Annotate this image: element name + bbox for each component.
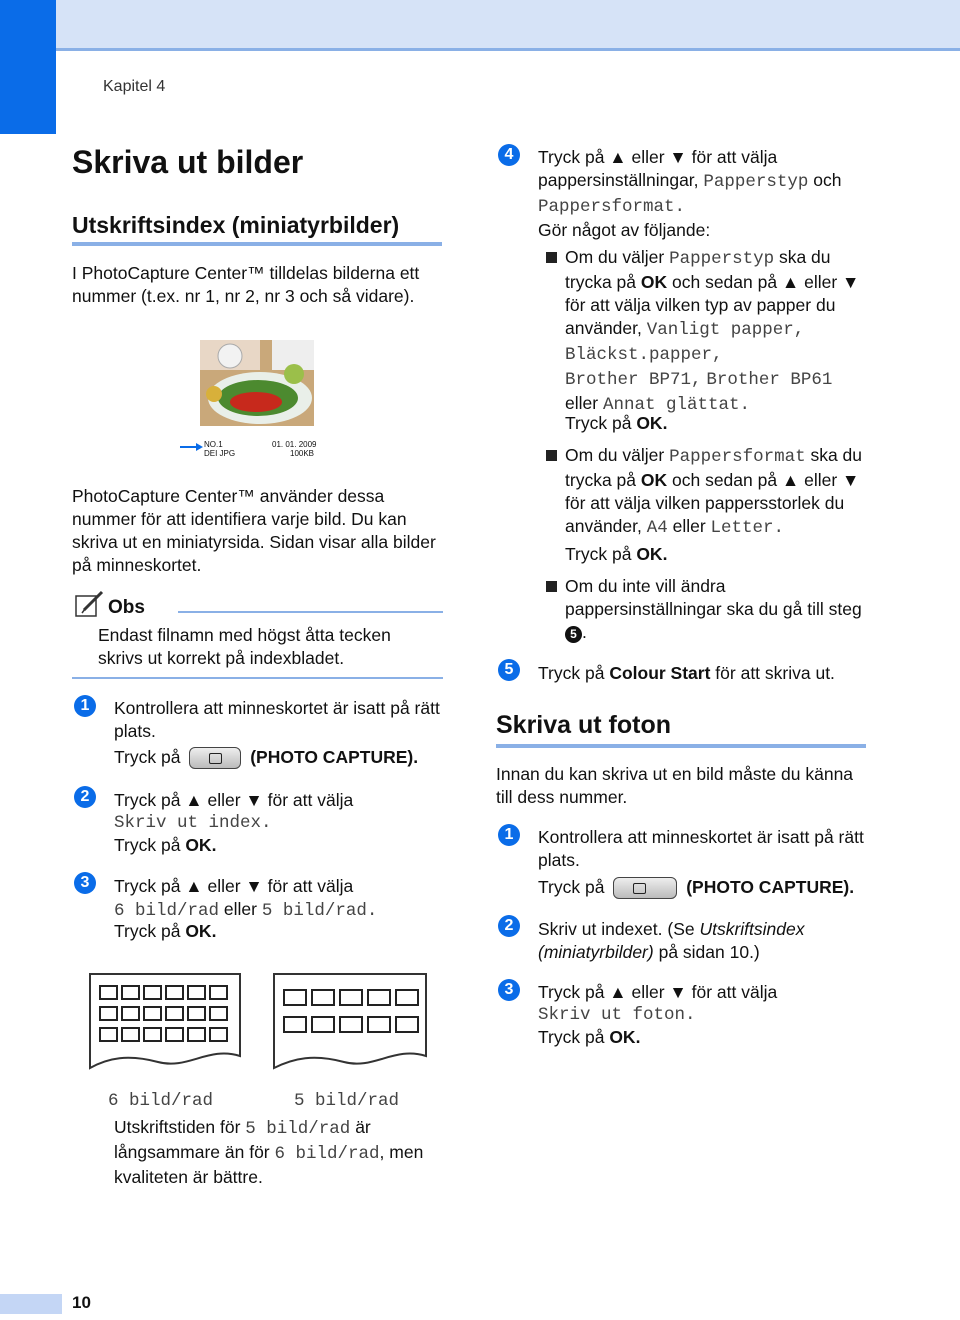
caption-part-b: är långsammare än för <box>114 1117 371 1162</box>
b1-b: ska du trycka på <box>565 247 831 292</box>
step5-text <box>538 662 835 685</box>
step2-text: Tryck på ▲ eller ▼ för att välja <box>114 790 354 810</box>
bullet-icon <box>546 252 557 263</box>
step4-text <box>538 146 878 242</box>
step-number-2: 2 <box>498 915 520 937</box>
step-number-4: 4 <box>498 144 520 166</box>
note-pencil-icon <box>74 590 106 618</box>
bullet-icon <box>546 450 557 461</box>
bullet2-press <box>565 543 667 566</box>
step-number-1: 1 <box>74 695 96 717</box>
section2-intro: Innan du kan skriva ut en bild måste du känna till dess nummer. <box>496 764 854 807</box>
b2-opt1: A4 <box>646 518 668 538</box>
b2-ok: OK <box>640 470 668 490</box>
thumb-filename: DEI JPG <box>204 449 236 458</box>
b2-ok2: OK. <box>636 544 668 564</box>
usage-paragraph: PhotoCapture Center™ använder dessa nummer för att identifiera varje bild. Du kan skriva ut en miniatyrsida. Sidan visar alla bilder på minneskortet. <box>72 486 436 575</box>
b2-eller: eller <box>667 516 711 536</box>
step3-ok: OK. <box>185 921 217 941</box>
step4-och: och <box>808 170 842 190</box>
b1-opt3: Brother BP71, <box>565 370 702 390</box>
photo-capture-button[interactable] <box>189 747 241 769</box>
step4-part-a: Tryck på ▲ eller ▼ för att välja pappersinställningar, <box>538 147 778 190</box>
b1-opt4: Brother BP61 <box>706 370 833 390</box>
step-number-2: 2 <box>74 786 96 808</box>
b2-b: ska du trycka på <box>565 445 863 490</box>
sheet-5-per-row <box>272 972 430 1072</box>
step1-button-label: (PHOTO CAPTURE). <box>250 747 419 767</box>
footer-band <box>0 1294 62 1314</box>
print-time-caption <box>114 1116 454 1189</box>
s5-a: Tryck på <box>538 663 610 683</box>
b1-opt2: Bläckst.papper, <box>565 345 723 365</box>
chapter-label: Kapitel 4 <box>103 78 166 95</box>
b2-mono: Pappersformat <box>669 447 806 467</box>
label-6-per-row: 6 bild/rad <box>108 1091 214 1111</box>
section-rule <box>496 744 866 748</box>
bullet1-text <box>565 246 865 417</box>
p3-text: Tryck på ▲ eller ▼ för att välja <box>538 982 778 1002</box>
p1-text: Kontrollera att minneskortet är isatt på rätt plats. <box>538 827 864 870</box>
note-rule-bottom <box>72 677 443 679</box>
p3-ok: OK. <box>609 1027 641 1047</box>
chapter-tab <box>0 0 56 134</box>
b1-ok2: OK. <box>636 413 668 433</box>
caption-part-a: Utskriftstiden för <box>114 1117 246 1137</box>
b1-c: och sedan på ▲ eller ▼ för att välja vilken typ av papper du använder, <box>565 272 860 338</box>
b2-c: och sedan på ▲ eller ▼ för att välja vilken pappersstorlek du använder, <box>565 470 860 536</box>
step4-paperformat: Pappersformat. <box>538 197 686 217</box>
note-text: Endast filnamn med högst åtta tecken skrivs ut korrekt på indexbladet. <box>98 625 391 668</box>
step4-papertype: Papperstyp <box>703 172 809 192</box>
b1-opt1: Vanligt papper, <box>646 320 805 340</box>
section-rule <box>72 242 442 246</box>
b2-opt2: Letter. <box>710 518 785 538</box>
page-number: 10 <box>72 1293 91 1312</box>
b2-press-label: Tryck på <box>565 544 637 564</box>
option-6-per-row: 6 bild/rad <box>114 901 220 921</box>
option-5-per-row: 5 bild/rad. <box>261 901 378 921</box>
p2-b: på sidan 10.) <box>653 942 760 962</box>
step2-ok: OK. <box>185 835 217 855</box>
b1-press-label: Tryck på <box>565 413 637 433</box>
step1-press <box>114 746 454 769</box>
note-title: Obs <box>108 597 145 618</box>
sheet-6-per-row <box>88 972 244 1072</box>
step2-press <box>114 834 216 857</box>
b1-eller: eller <box>565 393 603 413</box>
p3-menu: Skriv ut foton. <box>538 1005 696 1025</box>
section-title-index: Utskriftsindex (miniatyrbilder) <box>72 212 400 238</box>
bullet2-text <box>565 444 870 540</box>
p3-press-label: Tryck på <box>538 1027 610 1047</box>
intro-paragraph: I PhotoCapture Center™ tilldelas bilderna ett nummer (t.ex. nr 1, nr 2, nr 3 och så vidare). <box>72 263 420 306</box>
header-band <box>0 0 960 50</box>
p3-press <box>538 1026 640 1049</box>
step2-press-label: Tryck på <box>114 835 186 855</box>
step-number-3: 3 <box>498 979 520 1001</box>
thumb-number: NO.1 <box>204 440 223 449</box>
step3-press-label: Tryck på <box>114 921 186 941</box>
b1-opt5: Annat glättat. <box>602 395 750 415</box>
b1-mono: Papperstyp <box>669 249 775 269</box>
arrow-icon <box>180 442 204 452</box>
step-ref-badge: 5 <box>565 626 582 643</box>
s5-colour-start: Colour Start <box>609 663 711 683</box>
section-title-photos: Skriva ut foton <box>496 711 672 739</box>
note-rule-top <box>178 611 443 613</box>
thumb-date: 01. 01. 2009 <box>272 440 317 449</box>
step4-part-b: Gör något av följande: <box>538 220 711 240</box>
thumbnail-info <box>180 440 320 462</box>
label-5-per-row: 5 bild/rad <box>294 1091 400 1111</box>
caption-mono-2: 6 bild/rad <box>274 1144 380 1164</box>
step2-menu: Skriv ut index. <box>114 813 272 833</box>
header-rule <box>56 48 960 51</box>
step3-or: eller <box>219 899 262 919</box>
thumb-size: 100KB <box>290 449 315 458</box>
step1-press-label: Tryck på <box>114 747 181 767</box>
step1-text: Kontrollera att minneskortet är isatt på rätt plats. <box>114 698 440 741</box>
b2-a: Om du väljer <box>565 445 670 465</box>
b1-a: Om du väljer <box>565 247 670 267</box>
s5-c: för att skriva ut. <box>710 663 835 683</box>
b1-ok: OK <box>640 272 668 292</box>
b3-a: Om du inte vill ändra pappersinställningar ska du gå till steg <box>565 576 862 619</box>
step-number-1: 1 <box>498 824 520 846</box>
bullet-icon <box>546 581 557 592</box>
caption-part-c: , men kvaliteten är bättre. <box>114 1142 424 1187</box>
bullet1-press <box>565 412 667 435</box>
p1-press-label: Tryck på <box>538 877 605 897</box>
step-number-5: 5 <box>498 659 520 681</box>
thumbnail-photo <box>200 340 314 426</box>
bullet3-text: Om du inte vill ändra pappersinställningar ska du gå till steg 5 . <box>565 576 862 642</box>
page-title: Skriva ut bilder <box>72 144 304 180</box>
photo-capture-button[interactable] <box>613 877 677 899</box>
p1-press <box>538 876 854 899</box>
p2-a: Skriv ut indexet. (Se <box>538 919 700 939</box>
step3-press <box>114 920 216 943</box>
step-number-3: 3 <box>74 872 96 894</box>
p2-text <box>538 918 868 964</box>
p1-button-label: (PHOTO CAPTURE). <box>686 877 855 897</box>
step3-text: Tryck på ▲ eller ▼ för att välja <box>114 876 354 896</box>
p2-crossref[interactable]: Utskriftsindex (miniatyrbilder) <box>538 919 805 962</box>
caption-mono-1: 5 bild/rad <box>245 1119 351 1139</box>
